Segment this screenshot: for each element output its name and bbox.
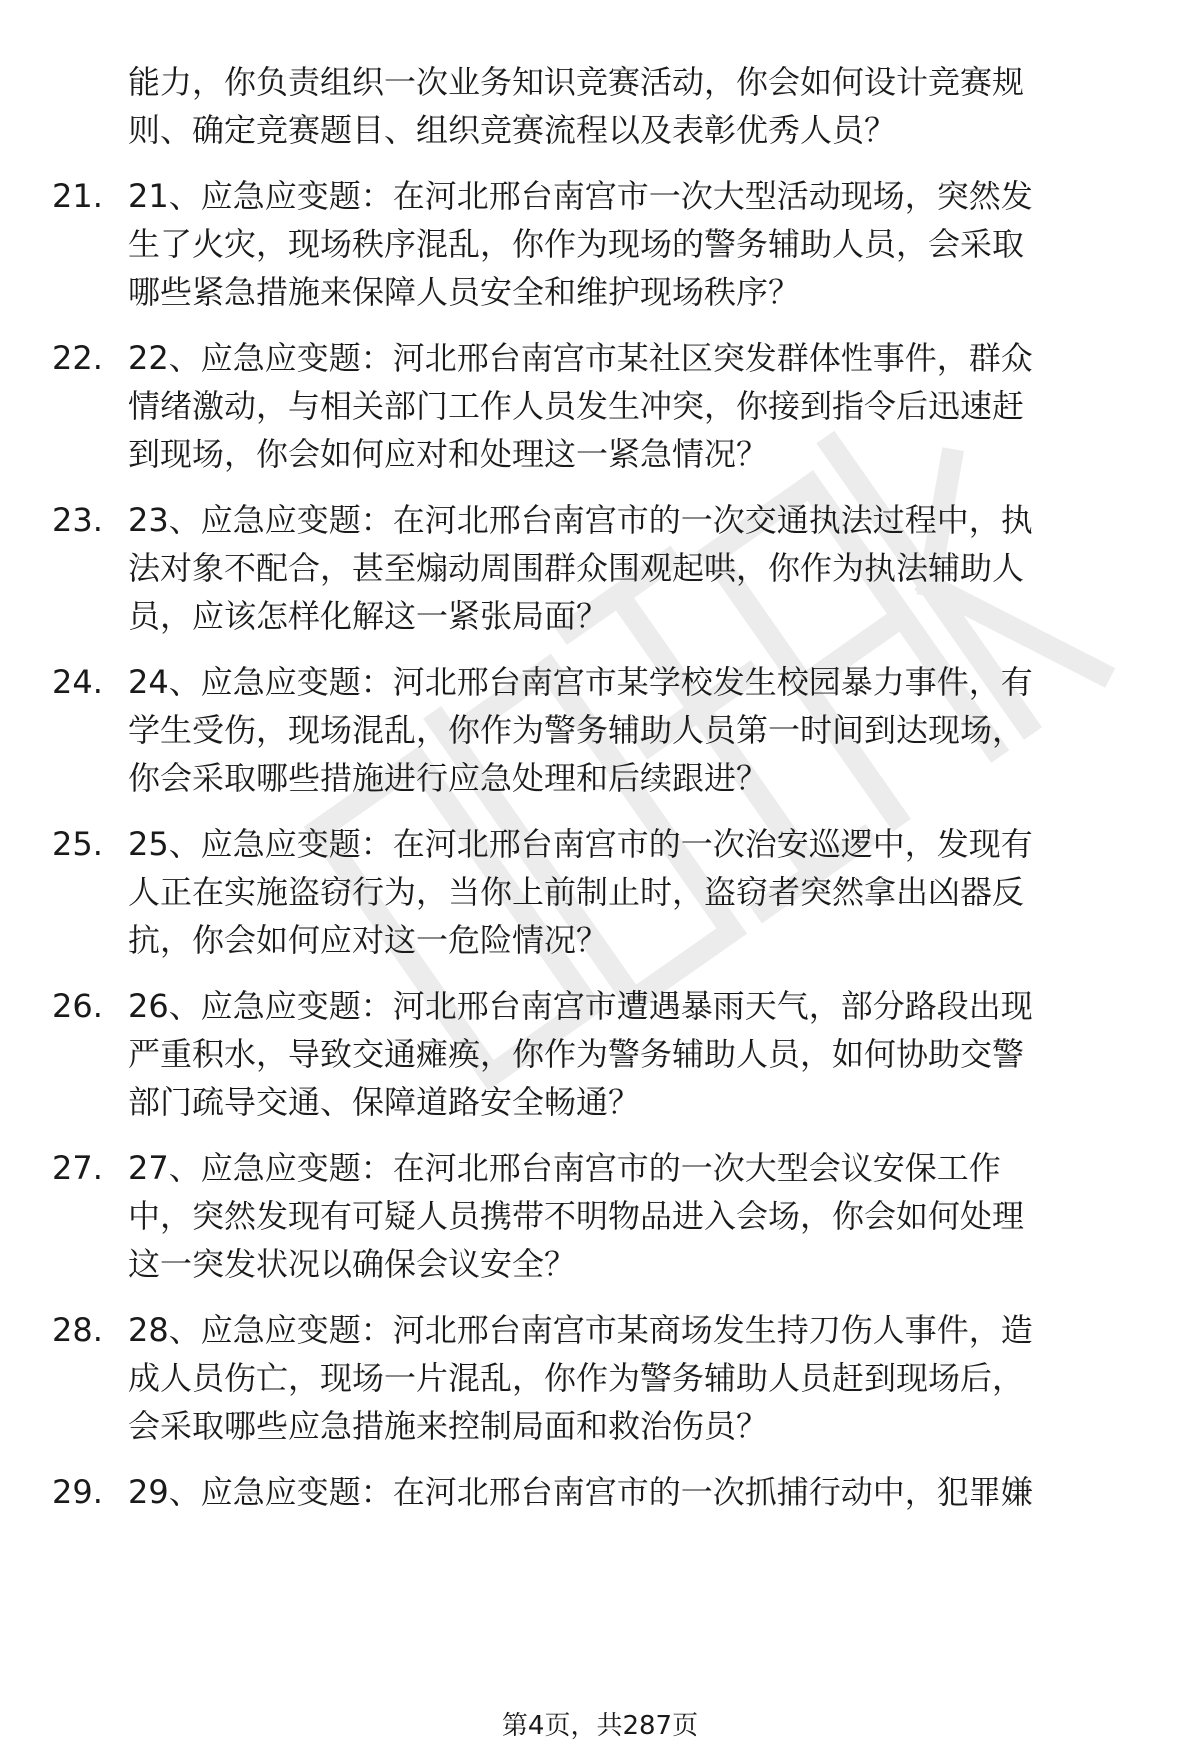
text-line: 则、确定竞赛题目、组织竞赛流程以及表彰优秀人员？ — [128, 111, 897, 149]
question-number: 27. — [52, 1149, 103, 1187]
text-line: 到现场，你会如何应对和处理这一紧急情况？ — [128, 435, 769, 473]
text-line: 部门疏导交通、保障道路安全畅通？ — [128, 1083, 641, 1121]
text-line: 能力，你负责组织一次业务知识竞赛活动，你会如何设计竞赛规 — [128, 63, 1025, 101]
text-line: 会采取哪些应急措施来控制局面和救治伤员？ — [128, 1407, 769, 1445]
text-line: 抗，你会如何应对这一危险情况？ — [128, 921, 609, 959]
text-line: 26、应急应变题：河北邢台南宫市遭遇暴雨天气，部分路段出现 — [128, 987, 1033, 1025]
question-text — [128, 496, 1148, 640]
question-number: 29. — [52, 1473, 103, 1511]
text-line: 这一突发状况以确保会议安全？ — [128, 1245, 577, 1283]
question-text — [128, 1468, 1148, 1516]
text-line: 24、应急应变题：河北邢台南宫市某学校发生校园暴力事件，有 — [128, 663, 1033, 701]
question-text — [128, 172, 1148, 316]
text-line: 学生受伤，现场混乱，你作为警务辅助人员第一时间到达现场， — [128, 711, 1025, 749]
text-line: 25、应急应变题：在河北邢台南宫市的一次治安巡逻中，发现有 — [128, 825, 1033, 863]
question-number: 25. — [52, 825, 103, 863]
question-text — [128, 982, 1148, 1126]
question-number: 22. — [52, 339, 103, 377]
question-text — [128, 1144, 1148, 1288]
text-line: 中，突然发现有可疑人员携带不明物品进入会场，你会如何处理 — [128, 1197, 1025, 1235]
question-text — [128, 658, 1148, 802]
question-text — [128, 334, 1148, 478]
question-number: 28. — [52, 1311, 103, 1349]
text-line: 你会采取哪些措施进行应急处理和后续跟进？ — [128, 759, 769, 797]
question-text — [128, 1306, 1148, 1450]
text-line: 21、应急应变题：在河北邢台南宫市一次大型活动现场，突然发 — [128, 177, 1033, 215]
text-line: 严重积水，导致交通瘫痪，你作为警务辅助人员，如何协助交警 — [128, 1035, 1025, 1073]
text-line: 22、应急应变题：河北邢台南宫市某社区突发群体性事件，群众 — [128, 339, 1033, 377]
question-number: 23. — [52, 501, 103, 539]
text-line: 29、应急应变题：在河北邢台南宫市的一次抓捕行动中，犯罪嫌 — [128, 1473, 1033, 1511]
text-line: 成人员伤亡，现场一片混乱，你作为警务辅助人员赶到现场后， — [128, 1359, 1025, 1397]
text-line: 生了火灾，现场秩序混乱，你作为现场的警务辅助人员，会采取 — [128, 225, 1025, 263]
text-line: 28、应急应变题：河北邢台南宫市某商场发生持刀伤人事件，造 — [128, 1311, 1033, 1349]
page-number-footer: 第4页，共287页 — [501, 1711, 699, 1741]
question-number: 26. — [52, 987, 103, 1025]
text-line: 员，应该怎样化解这一紧张局面？ — [128, 597, 609, 635]
text-line: 人正在实施盗窃行为，当你上前制止时，盗窃者突然拿出凶器反 — [128, 873, 1025, 911]
question-number: 24. — [52, 663, 103, 701]
question-number: 21. — [52, 177, 103, 215]
text-line: 情绪激动，与相关部门工作人员发生冲突，你接到指令后迅速赶 — [128, 387, 1025, 425]
text-line: 法对象不配合，甚至煽动周围群众围观起哄，你作为执法辅助人 — [128, 549, 1025, 587]
intro-paragraph — [128, 58, 1138, 154]
text-line: 哪些紧急措施来保障人员安全和维护现场秩序？ — [128, 273, 801, 311]
text-line: 27、应急应变题：在河北邢台南宫市的一次大型会议安保工作 — [128, 1149, 1001, 1187]
text-line: 23、应急应变题：在河北邢台南宫市的一次交通执法过程中，执 — [128, 501, 1033, 539]
question-text — [128, 820, 1148, 964]
